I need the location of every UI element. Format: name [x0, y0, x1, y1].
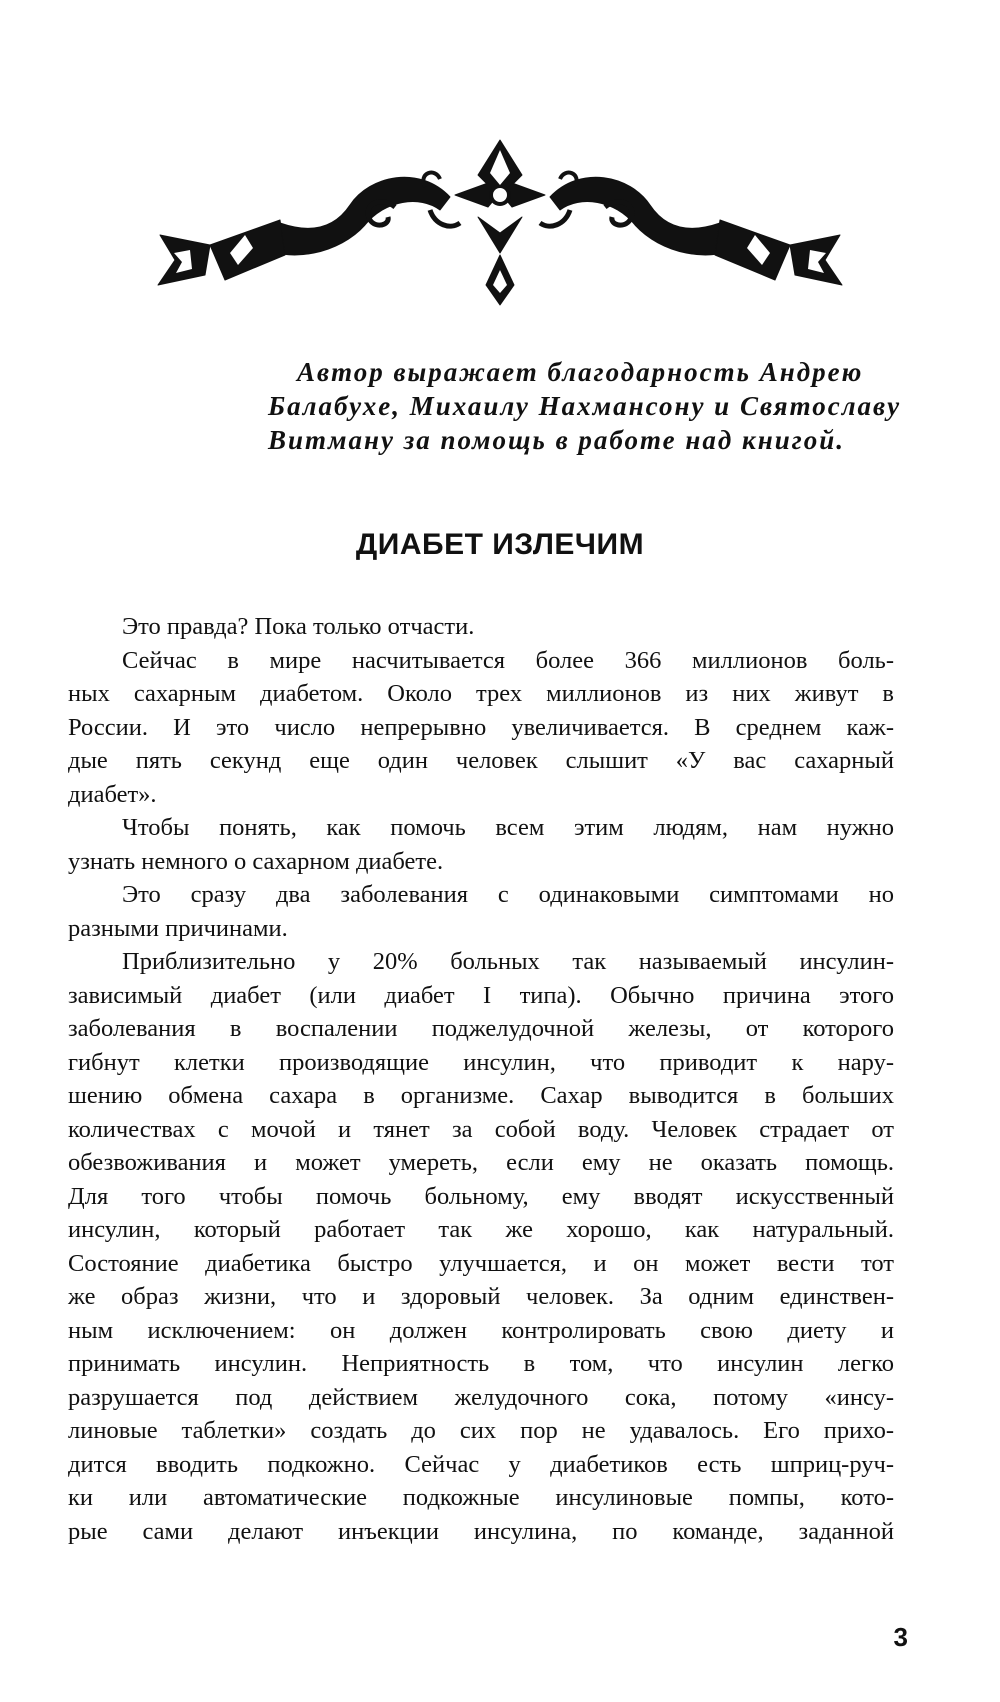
dedication-line: Витману за помощь в работе над книгой.: [268, 425, 845, 455]
text-line: заболевания в воспалении поджелудочной железы, от которого: [68, 1015, 894, 1042]
dedication: [268, 355, 902, 457]
page-number: 3: [893, 1622, 908, 1652]
dedication-line: Автор выражает благодарность Андрею: [297, 357, 864, 387]
decorative-scroll-ornament-icon: [150, 135, 850, 315]
text-line: Чтобы понять, как помочь всем этим людям, нам нужно: [122, 814, 894, 841]
text-line: России. И это число непрерывно увеличивается. В среднем каж-: [68, 713, 894, 741]
text-line: зависимый диабет (или диабет I типа). Обычно причина этого: [68, 981, 894, 1009]
text-line: обезвоживания и может умереть, если ему не оказать помощь.: [68, 1149, 894, 1176]
chapter-title: ДИАБЕТ ИЗЛЕЧИМ: [355, 528, 645, 561]
dedication-line: Балабухе, Михаилу Нахмансону и Святославу: [268, 391, 902, 421]
text-line: инсулин, который работает так же хорошо, как натуральный.: [68, 1216, 894, 1243]
text-line: Это сразу два заболевания с одинаковыми симптомами но: [122, 881, 894, 908]
text-line: шению обмена сахара в организме. Сахар выводится в больших: [68, 1082, 894, 1109]
text-line: ным исключением: он должен контролировать свою диету и: [68, 1316, 894, 1344]
text-line: разрушается под действием желудочного сока, потому «инсу-: [68, 1383, 894, 1411]
text-line: дится вводить подкожно. Сейчас у диабетиков есть шприц-руч-: [68, 1450, 894, 1478]
text-line: Это правда? Пока только отчасти.: [122, 613, 475, 640]
text-line: рые сами делают инъекции инсулина, по команде, заданной: [68, 1517, 894, 1545]
text-line: Сейчас в мире насчитывается более 366 миллионов боль-: [122, 646, 894, 674]
text-line: ки или автоматические подкожные инсулиновые помпы, кото-: [68, 1484, 894, 1511]
body-text: [68, 610, 894, 1548]
text-line: узнать немного о сахарном диабете.: [68, 847, 444, 875]
text-line: ных сахарным диабетом. Около трех миллионов из них живут в: [68, 680, 894, 707]
text-line: принимать инсулин. Неприятность в том, что инсулин легко: [68, 1350, 894, 1377]
text-line: Состояние диабетика быстро улучшается, и он может вести тот: [68, 1249, 894, 1277]
text-line: дые пять секунд еще один человек слышит «У вас сахарный: [68, 747, 894, 774]
text-line: же образ жизни, что и здоровый человек. За одним единствен-: [68, 1283, 894, 1310]
text-line: Приблизительно у 20% больных так называемый инсулин-: [122, 948, 894, 975]
text-line: Для того чтобы помочь больному, ему вводят искусственный: [68, 1182, 894, 1210]
text-line: диабет».: [68, 780, 157, 808]
text-line: количествах с мочой и тянет за собой воду. Человек страдает от: [68, 1115, 894, 1143]
text-line: разными причинами.: [68, 914, 288, 942]
text-line: гибнут клетки производящие инсулин, что приводит к нару-: [68, 1048, 894, 1076]
text-line: линовые таблетки» создать до сих пор не удавалось. Его прихо-: [68, 1417, 894, 1444]
